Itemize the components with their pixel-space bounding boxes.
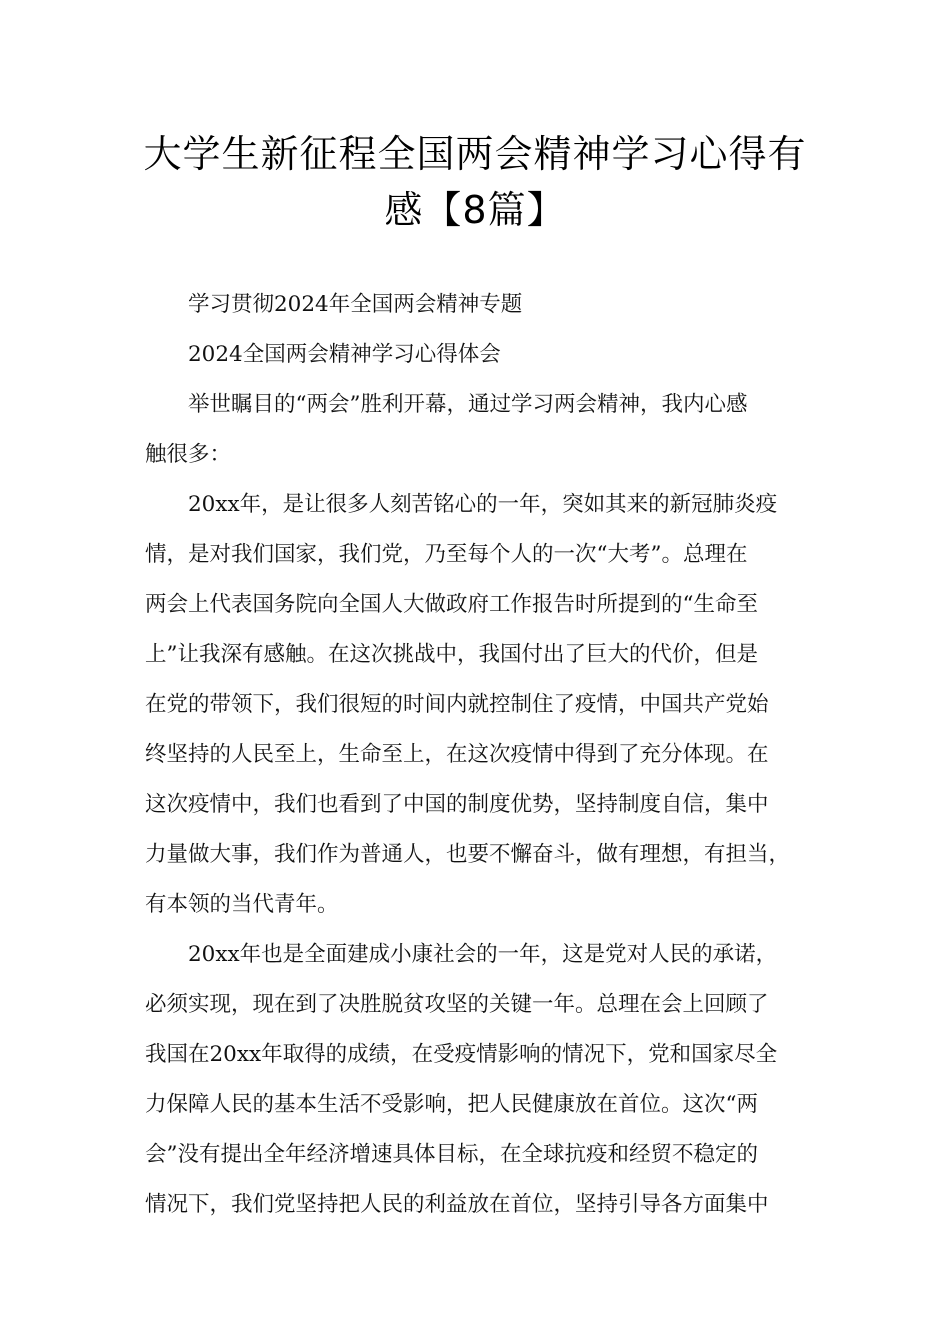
text-line: 2024全国两会精神学习心得体会 bbox=[188, 342, 501, 367]
document-body bbox=[145, 280, 825, 1230]
text-line: 这次疫情中，我们也看到了中国的制度优势，坚持制度自信，集中 bbox=[145, 792, 769, 817]
text-line: 我国在20xx年取得的成绩，在受疫情影响的情况下，党和国家尽全 bbox=[145, 1042, 778, 1067]
title-line-2: 感【8篇】 bbox=[384, 188, 566, 232]
text-line: 终坚持的人民至上，生命至上，在这次疫情中得到了充分体现。在 bbox=[145, 742, 769, 767]
text-line: 会”没有提出全年经济增速具体目标，在全球抗疫和经贸不稳定的 bbox=[145, 1142, 758, 1167]
text-line: 上”让我深有感触。在这次挑战中，我国付出了巨大的代价，但是 bbox=[145, 642, 758, 667]
text-line: 情况下，我们党坚持把人民的利益放在首位，坚持引导各方面集中 bbox=[145, 1192, 769, 1217]
title-line-1: 大学生新征程全国两会精神学习心得有 bbox=[143, 132, 807, 176]
text-line: 触很多： bbox=[145, 442, 232, 467]
text-line: 举世瞩目的“两会”胜利开幕，通过学习两会精神，我内心感 bbox=[188, 392, 748, 417]
text-line: 学习贯彻2024年全国两会精神专题 bbox=[188, 292, 523, 317]
text-line: 力保障人民的基本生活不受影响，把人民健康放在首位。这次“两 bbox=[145, 1092, 758, 1117]
text-line: 必须实现，现在到了决胜脱贫攻坚的关键一年。总理在会上回顾了 bbox=[145, 992, 769, 1017]
document-title bbox=[100, 126, 850, 238]
text-line: 情，是对我们国家，我们党，乃至每个人的一次“大考”。总理在 bbox=[145, 542, 748, 567]
text-line: 在党的带领下，我们很短的时间内就控制住了疫情，中国共产党始 bbox=[145, 692, 769, 717]
text-line: 力量做大事，我们作为普通人，也要不懈奋斗，做有理想，有担当， bbox=[145, 842, 791, 867]
text-line: 20xx年，是让很多人刻苦铭心的一年，突如其来的新冠肺炎疫 bbox=[188, 492, 778, 517]
text-line: 有本领的当代青年。 bbox=[145, 892, 339, 917]
text-line: 20xx年也是全面建成小康社会的一年，这是党对人民的承诺， bbox=[188, 942, 778, 967]
text-line: 两会上代表国务院向全国人大做政府工作报告时所提到的“生命至 bbox=[145, 592, 758, 617]
